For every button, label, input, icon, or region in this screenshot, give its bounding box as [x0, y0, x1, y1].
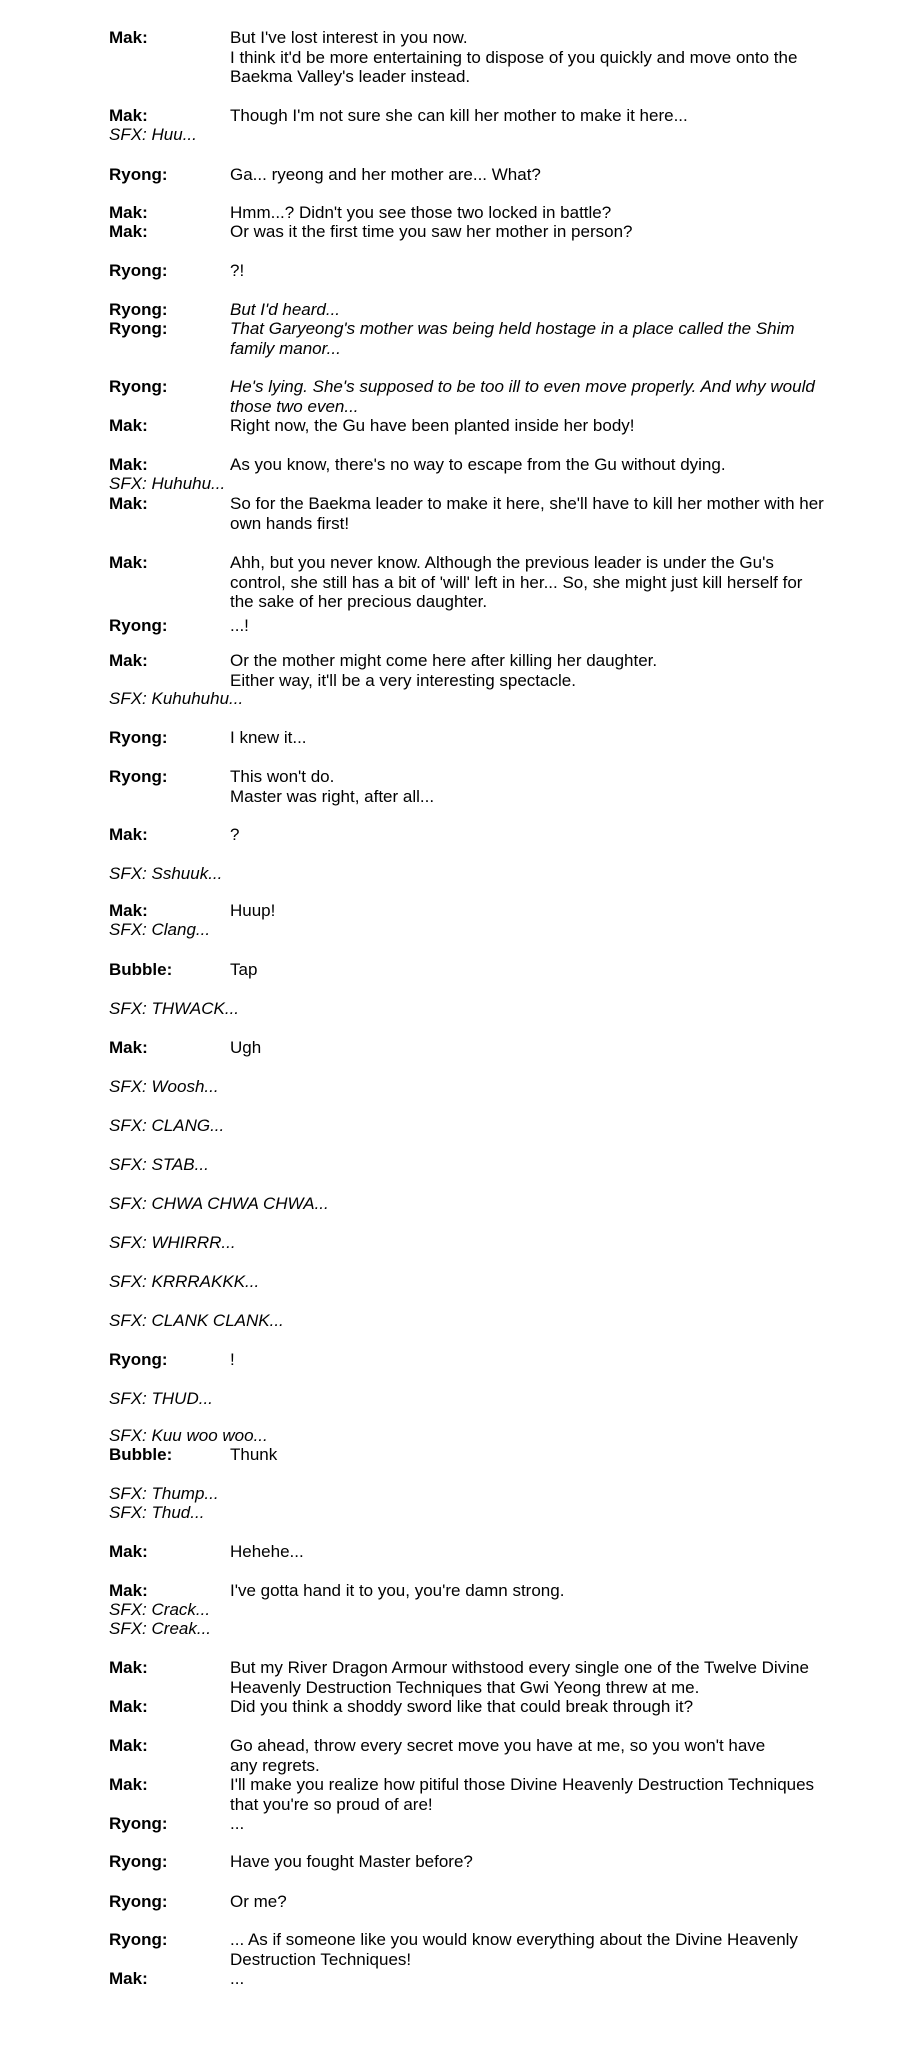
- dialogue-text: Or me?: [230, 1892, 287, 1911]
- dialogue-text: ... As if someone like you would know everything about the Divine Heavenly Destruction Techniques!: [230, 1930, 798, 1969]
- dialogue-text: But I'd heard...: [230, 300, 341, 319]
- sfx-line: [109, 1426, 829, 1446]
- sfx-line: [109, 920, 829, 940]
- sfx-line: [109, 1194, 829, 1214]
- dialogue-text: ...!: [230, 616, 249, 635]
- sfx-line: [109, 125, 829, 145]
- sfx-text: SFX: Clang...: [109, 920, 211, 939]
- dialogue-text: As you know, there's no way to escape from the Gu without dying.: [230, 455, 726, 474]
- speaker-label: Mak:: [109, 203, 148, 222]
- dialogue-text: ?: [230, 825, 240, 844]
- dialogue-text: Tap: [230, 960, 258, 979]
- speaker-label: Mak:: [109, 825, 148, 844]
- sfx-text: SFX: Creak...: [109, 1619, 212, 1638]
- speaker-label: Mak:: [109, 455, 148, 474]
- sfx-text: SFX: Huu...: [109, 125, 197, 144]
- speaker-label: Ryong:: [109, 1852, 168, 1871]
- dialogue-text: Though I'm not sure she can kill her mother to make it here...: [230, 106, 688, 125]
- speaker-label: Ryong:: [109, 261, 168, 280]
- sfx-text: SFX: Thump...: [109, 1484, 219, 1503]
- dialogue-text: Hehehe...: [230, 1542, 304, 1561]
- speaker-label: Mak:: [109, 553, 148, 572]
- dialogue-text: ...: [230, 1969, 245, 1988]
- speaker-label: Ryong:: [109, 728, 168, 747]
- sfx-text: SFX: THWACK...: [109, 999, 240, 1018]
- dialogue-text: Ahh, but you never know. Although the previous leader is under the Gu's control, she still has a bit of 'will' left in her... So, she might just kill herself for the sake of her precious daughter.: [230, 553, 803, 611]
- speaker-label: Bubble:: [109, 960, 173, 979]
- sfx-text: SFX: Sshuuk...: [109, 864, 223, 883]
- dialogue-text: That Garyeong's mother was being held hostage in a place called the Shim family manor...: [230, 319, 795, 358]
- speaker-label: Mak:: [109, 1775, 148, 1794]
- sfx-text: SFX: CLANG...: [109, 1116, 225, 1135]
- dialogue-text: I'll make you realize how pitiful those Divine Heavenly Destruction Techniques that you're so proud of are!: [230, 1775, 815, 1814]
- speaker-label: Ryong:: [109, 319, 168, 338]
- speaker-label: Mak:: [109, 222, 148, 241]
- sfx-line: [109, 1116, 829, 1136]
- speaker-label: Ryong:: [109, 1814, 168, 1833]
- sfx-line: [109, 1600, 829, 1620]
- speaker-label: Ryong:: [109, 300, 168, 319]
- sfx-text: SFX: CHWA CHWA CHWA...: [109, 1194, 329, 1213]
- sfx-text: SFX: KRRRAKKK...: [109, 1272, 260, 1291]
- speaker-label: Mak:: [109, 1542, 148, 1561]
- sfx-line: [109, 1619, 829, 1639]
- sfx-text: SFX: Woosh...: [109, 1077, 219, 1096]
- dialogue-text: Right now, the Gu have been planted inside her body!: [230, 416, 635, 435]
- dialogue-text: ?!: [230, 261, 245, 280]
- speaker-label: Ryong:: [109, 767, 168, 786]
- dialogue-text: But my River Dragon Armour withstood every single one of the Twelve Divine Heavenly Destruction Techniques that Gwi Yeong threw at me.: [230, 1658, 809, 1697]
- dialogue-text: !: [230, 1350, 235, 1369]
- dialogue-text: Did you think a shoddy sword like that could break through it?: [230, 1697, 694, 1716]
- dialogue-text: Ga... ryeong and her mother are... What?: [230, 165, 541, 184]
- dialogue-text: ...: [230, 1814, 245, 1833]
- speaker-label: Mak:: [109, 106, 148, 125]
- dialogue-text: Hmm...? Didn't you see those two locked in battle?: [230, 203, 612, 222]
- speaker-label: Mak:: [109, 1038, 148, 1057]
- dialogue-text: Or the mother might come here after killing her daughter. Either way, it'll be a very interesting spectacle.: [230, 651, 658, 690]
- sfx-text: SFX: Thud...: [109, 1503, 205, 1522]
- speaker-label: Ryong:: [109, 616, 168, 635]
- dialogue-text: Go ahead, throw every secret move you have at me, so you won't have any regrets.: [230, 1736, 766, 1775]
- sfx-text: SFX: Kuu woo woo...: [109, 1426, 268, 1445]
- sfx-line: [109, 1155, 829, 1175]
- dialogue-text: Huup!: [230, 901, 276, 920]
- speaker-label: Ryong:: [109, 1892, 168, 1911]
- speaker-label: Mak:: [109, 1697, 148, 1716]
- sfx-line: [109, 864, 829, 884]
- sfx-text: SFX: Kuhuhuhu...: [109, 689, 244, 708]
- sfx-text: SFX: CLANK CLANK...: [109, 1311, 284, 1330]
- dialogue-text: Or was it the first time you saw her mother in person?: [230, 222, 633, 241]
- dialogue-text: Ugh: [230, 1038, 262, 1057]
- dialogue-text: But I've lost interest in you now. I think it'd be more entertaining to dispose of you quickly and move onto the Baekma Valley's leader instead.: [230, 28, 798, 86]
- sfx-line: [109, 474, 829, 494]
- sfx-text: SFX: Crack...: [109, 1600, 211, 1619]
- dialogue-text: Have you fought Master before?: [230, 1852, 473, 1871]
- dialogue-text: Thunk: [230, 1445, 278, 1464]
- sfx-line: [109, 689, 829, 709]
- sfx-line: [109, 1077, 829, 1097]
- sfx-line: [109, 1233, 829, 1253]
- speaker-label: Mak:: [109, 1581, 148, 1600]
- sfx-line: [109, 1389, 829, 1409]
- sfx-line: [109, 1272, 829, 1292]
- dialogue-text: So for the Baekma leader to make it here, she'll have to kill her mother with her own hands first!: [230, 494, 824, 533]
- sfx-line: [109, 1484, 829, 1504]
- sfx-text: SFX: THUD...: [109, 1389, 213, 1408]
- dialogue-text: This won't do. Master was right, after all...: [230, 767, 435, 806]
- speaker-label: Mak:: [109, 416, 148, 435]
- dialogue-text: I've gotta hand it to you, you're damn strong.: [230, 1581, 565, 1600]
- sfx-line: [109, 1503, 829, 1523]
- speaker-label: Mak:: [109, 901, 148, 920]
- dialogue-text: I knew it...: [230, 728, 307, 747]
- sfx-line: [109, 1311, 829, 1331]
- dialogue-text: He's lying. She's supposed to be too ill to even move properly. And why would those two even...: [230, 377, 815, 416]
- speaker-label: Ryong:: [109, 1930, 168, 1949]
- speaker-label: Mak:: [109, 1969, 148, 1988]
- speaker-label: Ryong:: [109, 377, 168, 396]
- speaker-label: Mak:: [109, 494, 148, 513]
- speaker-label: Bubble:: [109, 1445, 173, 1464]
- speaker-label: Mak:: [109, 651, 148, 670]
- speaker-label: Mak:: [109, 1736, 148, 1755]
- speaker-label: Mak:: [109, 28, 148, 47]
- speaker-label: Mak:: [109, 1658, 148, 1677]
- sfx-text: SFX: WHIRRR...: [109, 1233, 236, 1252]
- speaker-label: Ryong:: [109, 1350, 168, 1369]
- sfx-text: SFX: Huhuhu...: [109, 474, 226, 493]
- speaker-label: Ryong:: [109, 165, 168, 184]
- sfx-text: SFX: STAB...: [109, 1155, 209, 1174]
- sfx-line: [109, 999, 829, 1019]
